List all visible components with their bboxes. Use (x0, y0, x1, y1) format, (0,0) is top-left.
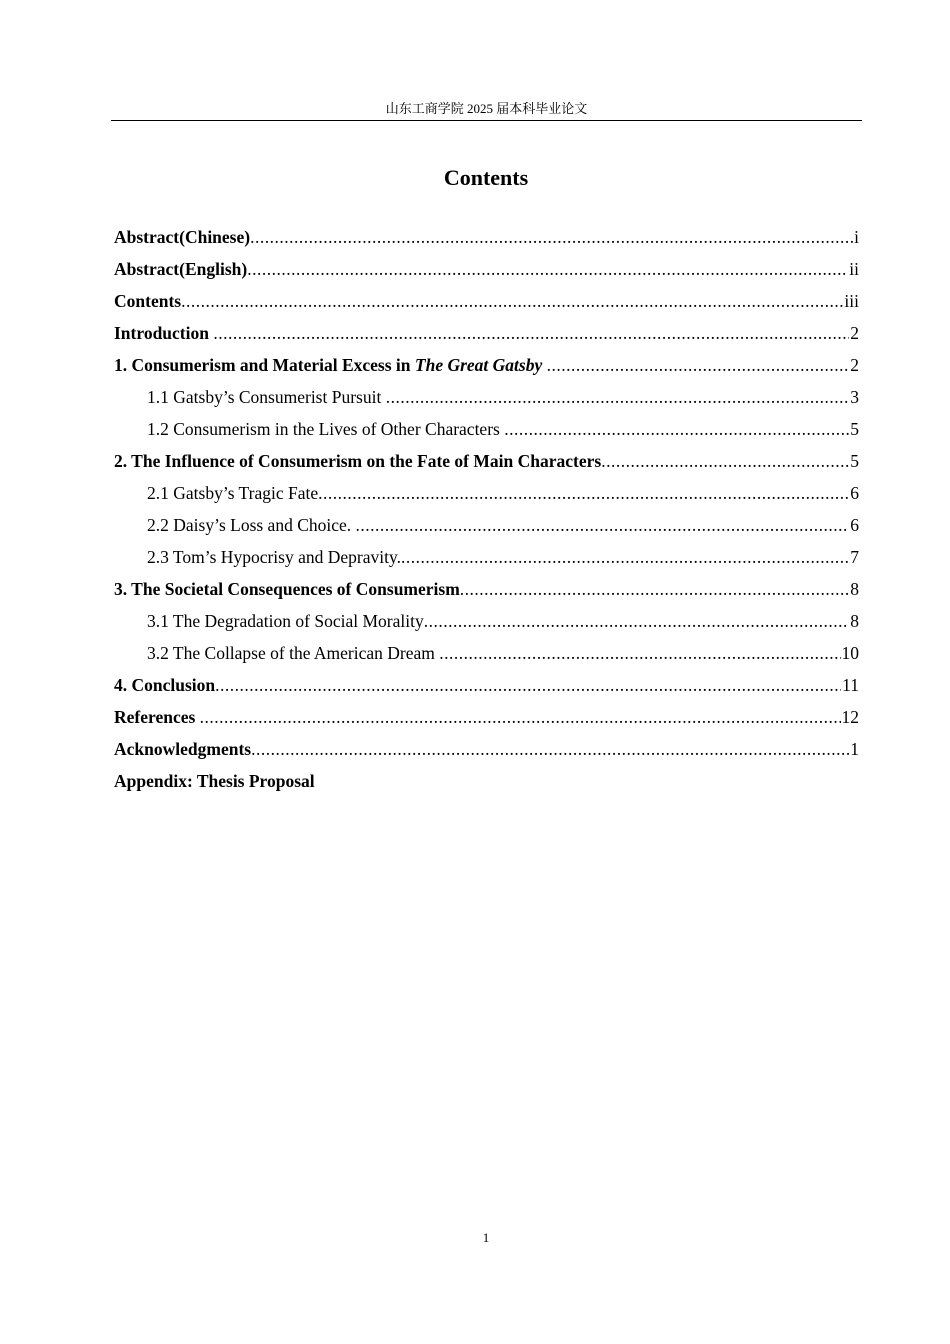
toc-entry-chapter-1[interactable] (114, 353, 859, 385)
toc-entry-label: References (114, 707, 200, 727)
dot-leader (200, 705, 841, 729)
toc-entry-label: Acknowledgments (114, 739, 252, 759)
toc-entry-label: 1. Consumerism and Material Excess in (114, 355, 415, 375)
toc-entry-label: 2.2 Daisy’s Loss and Choice. (147, 515, 356, 535)
dot-leader (504, 417, 849, 441)
toc-entry-page: 3 (850, 387, 859, 407)
toc-entry-page: 8 (850, 579, 859, 599)
toc-entry-appendix[interactable] (114, 769, 859, 801)
toc-entry-label: 2.1 Gatsby’s Tragic Fate (147, 483, 319, 503)
dot-leader (250, 225, 853, 249)
toc-entry-section-1-1[interactable] (114, 385, 859, 417)
page-number: 1 (482, 1230, 490, 1245)
toc-entry-label: Abstract(Chinese) (114, 227, 251, 247)
toc-entry-label: 1.2 Consumerism in the Lives of Other Characters (147, 419, 505, 439)
dot-leader (356, 513, 850, 537)
toc-entry-label: Introduction (114, 323, 214, 343)
toc-entry-page: 10 (841, 643, 859, 663)
dot-leader (460, 577, 849, 601)
dot-leader (424, 609, 850, 633)
toc-entry-contents[interactable] (114, 289, 859, 321)
toc-entry-acknowledgments[interactable] (114, 737, 859, 769)
toc-entry-label: 3.2 The Collapse of the American Dream (147, 643, 440, 663)
dot-leader (247, 257, 848, 281)
toc-entry-label: 1.1 Gatsby’s Consumerist Pursuit (147, 387, 386, 407)
toc-entry-page: 6 (850, 515, 859, 535)
toc-entry-chapter-2[interactable] (114, 449, 859, 481)
dot-leader (181, 289, 843, 313)
table-of-contents (114, 225, 859, 801)
toc-entry-label: 4. Conclusion (114, 675, 216, 695)
page-title: Contents (443, 165, 529, 190)
toc-entry-chapter-3[interactable] (114, 577, 859, 609)
toc-entry-section-3-2[interactable] (114, 641, 859, 673)
toc-entry-label: 2.3 Tom’s Hypocrisy and Depravity. (147, 547, 401, 567)
toc-entry-conclusion[interactable] (114, 673, 859, 705)
toc-entry-page: 2 (850, 355, 859, 375)
toc-entry-page: 8 (850, 611, 859, 631)
dot-leader (439, 641, 840, 665)
toc-entry-label: Appendix: Thesis Proposal (114, 771, 315, 791)
toc-entry-page: 7 (850, 547, 859, 567)
toc-entry-italic-title: The Great Gatsby (414, 355, 543, 375)
dot-leader (386, 385, 850, 409)
toc-entry-page: ii (849, 259, 859, 279)
toc-entry-section-2-3[interactable] (114, 545, 859, 577)
dot-leader (213, 321, 849, 345)
toc-entry-label: 3. The Societal Consequences of Consumerism (114, 579, 460, 599)
toc-entry-references[interactable] (114, 705, 859, 737)
toc-entry-page: 1 (850, 739, 859, 759)
toc-entry-section-1-2[interactable] (114, 417, 859, 449)
toc-entry-section-2-1[interactable] (114, 481, 859, 513)
toc-entry-page: 2 (850, 323, 859, 343)
toc-entry-page: 11 (842, 675, 859, 695)
toc-entry-page: 12 (841, 707, 859, 727)
dot-leader (401, 545, 849, 569)
toc-entry-label: 3.1 The Degradation of Social Morality (147, 611, 424, 631)
toc-entry-page: iii (844, 291, 859, 311)
toc-entry-label: 2. The Influence of Consumerism on the Fate of Main Characters (114, 451, 602, 471)
toc-entry-section-3-1[interactable] (114, 609, 859, 641)
dot-leader (547, 353, 850, 377)
toc-entry-page: 5 (850, 419, 859, 439)
dot-leader (251, 737, 849, 761)
dot-leader (318, 481, 849, 505)
toc-entry-label: Contents (114, 291, 182, 311)
dot-leader (215, 673, 841, 697)
header-text: 山东工商学院 2025 届本科毕业论文 (385, 101, 588, 116)
toc-entry-page: 5 (850, 451, 859, 471)
page-header (111, 100, 862, 121)
toc-entry-page: 6 (850, 483, 859, 503)
toc-entry-section-2-2[interactable] (114, 513, 859, 545)
toc-entry-introduction[interactable] (114, 321, 859, 353)
toc-entry-abstract-chinese[interactable] (114, 225, 859, 257)
toc-entry-page: i (854, 227, 859, 247)
dot-leader (601, 449, 849, 473)
toc-entry-label: Abstract(English) (114, 259, 248, 279)
toc-entry-abstract-english[interactable] (114, 257, 859, 289)
